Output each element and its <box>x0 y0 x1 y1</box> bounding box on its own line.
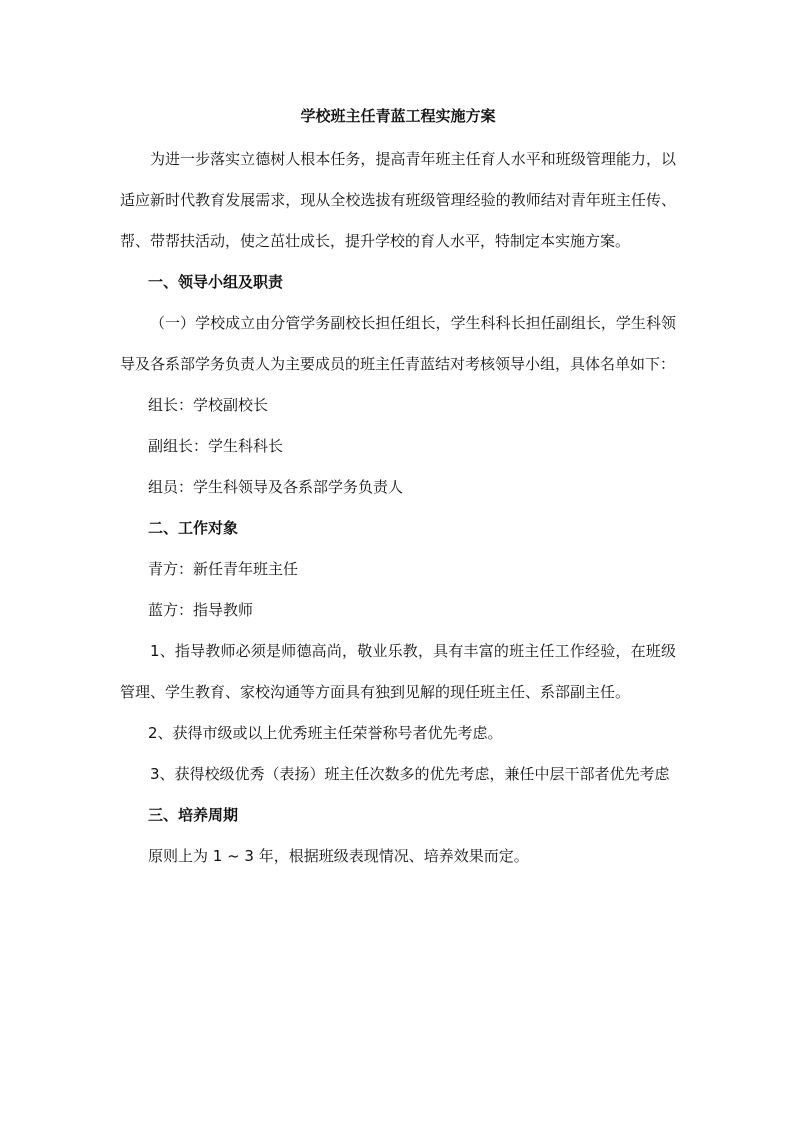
intro-paragraph: 为进一步落实立德树人根本任务，提高青年班主任育人水平和班级管理能力，以适应新时代教育发展需求，现从全校选拔有班级管理经验的教师结对青年班主任传、帮、带帮扶活动，使之茁壮成长，提升学校的育人水平，特制定本实施方案。 <box>120 150 676 250</box>
section1-heading: 一、领导小组及职责 <box>148 273 284 291</box>
members-line: 组员：学生科领导及各系部学务负责人 <box>148 478 404 496</box>
lan-line: 蓝方：指导教师 <box>148 601 254 619</box>
section2-heading: 二、工作对象 <box>148 519 239 537</box>
requirement-2: 2、获得市级或以上优秀班主任荣誉称号者优先考虑。 <box>148 724 503 742</box>
requirement-1: 1、指导教师必须是师德高尚，敬业乐教，具有丰富的班主任工作经验，在班级管理、学生教育、家校沟通等方面具有独到见解的现任班主任、系部副主任。 <box>120 642 676 701</box>
document-title: 学校班主任青蓝工程实施方案 <box>300 107 496 125</box>
requirement-3: 3、获得校级优秀（表扬）班主任次数多的优先考虑，兼任中层干部者优先考虑 <box>150 765 670 783</box>
section3-heading: 三、培养周期 <box>148 806 239 824</box>
leader-line: 组长：学校副校长 <box>148 396 269 414</box>
qing-line: 青方：新任青年班主任 <box>148 560 299 578</box>
deputy-line: 副组长：学生科科长 <box>148 437 284 455</box>
document-body <box>120 102 676 877</box>
section3-text: 原则上为 1 ~ 3 年，根据班级表现情况、培养效果而定。 <box>148 847 529 865</box>
section1-paragraph: （一）学校成立由分管学务副校长担任组长，学生科科长担任副组长，学生科领导及各系部学务负责人为主要成员的班主任青蓝结对考核领导小组，具体名单如下： <box>120 314 676 373</box>
